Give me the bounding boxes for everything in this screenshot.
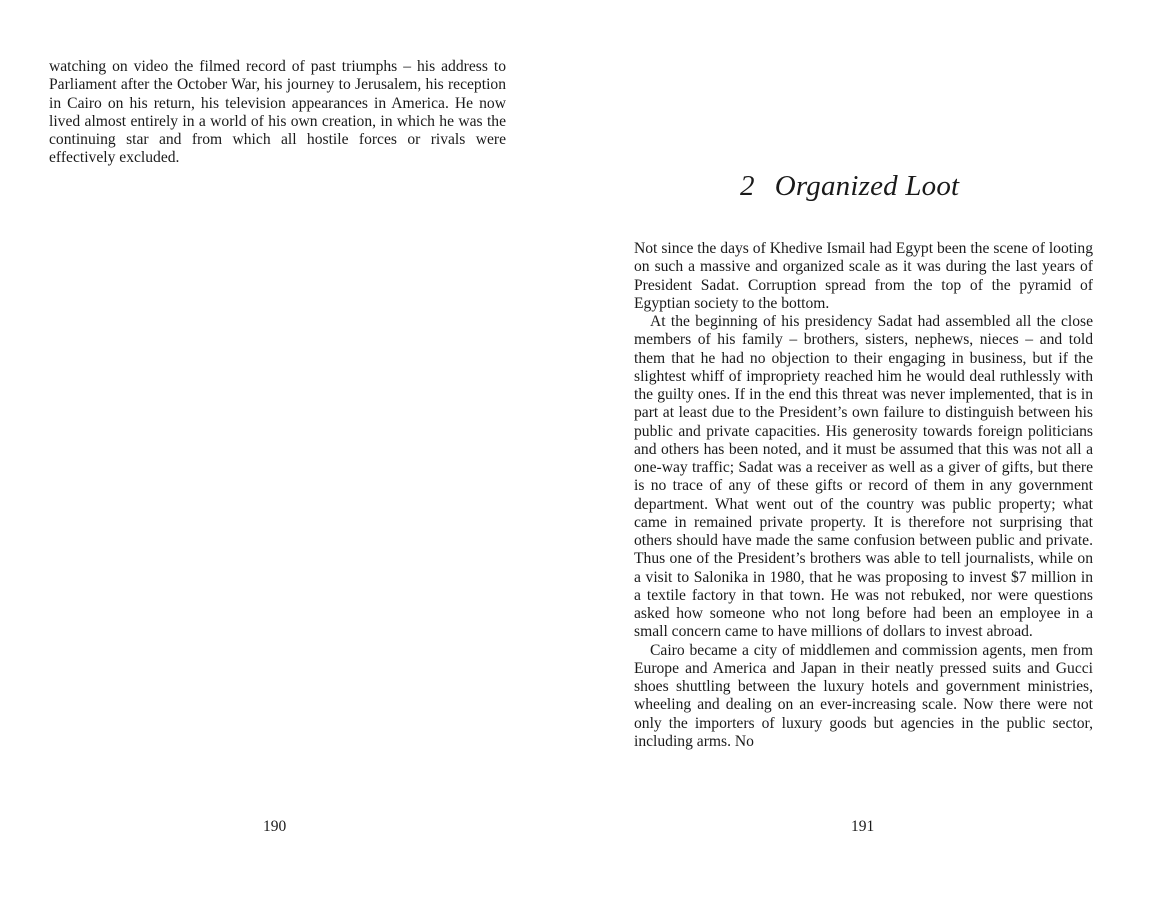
left-page-paragraph: watching on video the filmed record of past triumphs – his address to Parliament after the October War, his journey to Jerusalem, his reception in Cairo on his return, his television appearances in America. He now lived almost entirely in a world of his own creation, in which he was the continuing star and from which all hostile forces or rivals were effectively excluded. [49, 58, 506, 167]
chapter-heading [740, 170, 959, 203]
right-page [575, 0, 1150, 908]
chapter-title: Organized Loot [774, 170, 960, 202]
page-number-right: 191 [851, 818, 875, 835]
body-paragraph: Not since the days of Khedive Ismail had Egypt been the scene of looting on such a massive and organized scale as it was during the last years of President Sadat. Corruption spread from the top of the pyramid of Egyptian society to the bottom. [634, 240, 1093, 312]
body-paragraph: At the beginning of his presidency Sadat had assembled all the close members of his family – brothers, sisters, nephews, nieces – and told them that he had no objection to their engaging in business, but if the slightest whiff of impropriety reached him he would deal ruthlessly with the guilty ones. If in the end this threat was never implemented, that is in part at least due to the President’s own failure to distinguish between his public and private capacities. His generosity towards foreign politicians and others has been noted, and it must be assumed that this was not all a one-way traffic; Sadat was a receiver as well as a giver of gifts, but there is no trace of any of these gifts or record of them in any government department. What went out of the country was public property; what came in remained private property. It is therefore not surprising that others should have made the same confusion between public and private. Thus one of the President’s brothers was able to tell journalists, while on a visit to Salonika in 1980, that he was proposing to invest $7 million in a textile factory in that town. He was not rebuked, nor were questions asked how someone who not long before had been an employee in a small concern came to have millions of dollars to invest abroad. [634, 313, 1093, 641]
page-number-left: 190 [263, 818, 287, 835]
chapter-number: 2 [740, 170, 755, 202]
body-paragraph: Cairo became a city of middlemen and commission agents, men from Europe and America and Japan in their neatly pressed suits and Gucci shoes shuttling between the luxury hotels and government ministries, wheeling and dealing on an ever-increasing scale. Now there were not only the importers of luxury goods but agencies in the public sector, including arms. No [634, 641, 1093, 750]
right-page-body [634, 240, 1093, 751]
left-page-body [49, 58, 506, 168]
